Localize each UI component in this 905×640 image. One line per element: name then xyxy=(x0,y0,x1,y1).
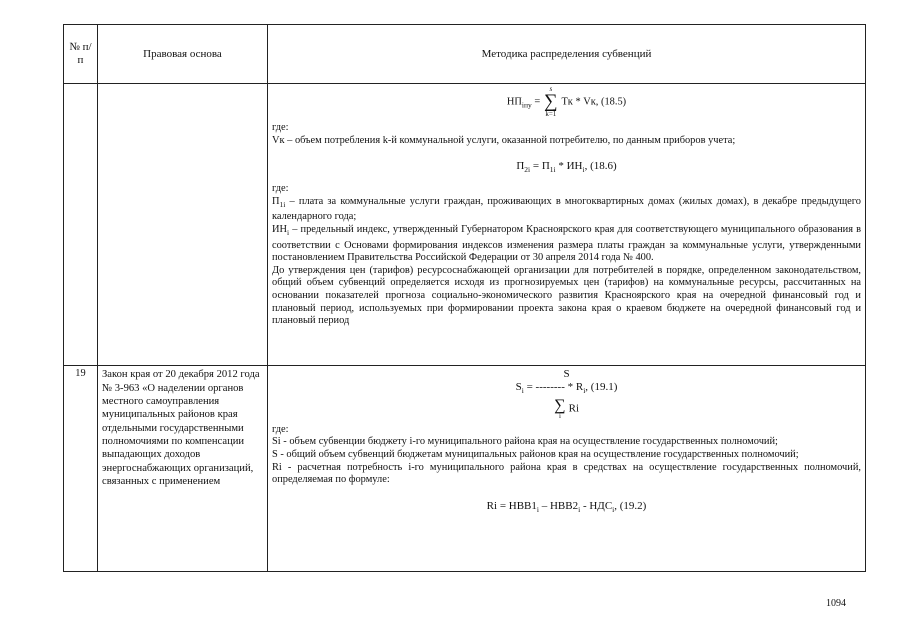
fraction-denominator xyxy=(272,398,861,420)
cell-number xyxy=(64,84,98,366)
formula-text: = П xyxy=(530,160,550,173)
sum-symbol xyxy=(554,398,566,420)
formula-sub: 1i xyxy=(549,165,556,175)
where-label: где: xyxy=(272,183,289,195)
formula-text: * ИН xyxy=(555,160,583,173)
formula-number: , (19.1) xyxy=(585,381,618,394)
symbol-sub: 1i xyxy=(279,199,286,209)
sigma-icon: ∑ xyxy=(544,91,558,113)
formula-text: П xyxy=(516,160,525,173)
header-number: № п/п xyxy=(64,25,98,84)
formula-sub: i xyxy=(578,505,581,514)
formula-18-6 xyxy=(272,160,861,177)
definition-s: S - общий объем субвенций бюджетам муниципальных районов края на осуществление государственных полномочий; xyxy=(272,449,799,461)
formula-line xyxy=(272,381,861,398)
sum-lower-limit: i xyxy=(558,411,561,420)
table-row xyxy=(64,366,866,572)
header-legal-basis: Правовая основа xyxy=(98,25,268,84)
definition-ri: Ri - расчетная потребность i-го муниципального района края в средствах на осуществление государственных полномочий, определяемая по формуле: xyxy=(272,461,861,486)
definition-text: – плата за коммунальные услуги граждан, проживающих в многоквартирных домах (жилых домах), в декабре предыдущего календарного года; xyxy=(272,195,861,223)
cell-legal-basis: Закон края от 20 декабря 2012 года № 3-963 «О наделении органов местного самоуправления муниципальных районов края отдельными государственными полномочиями по компенсации выпадающих доходов энергоснабжающих организаций, связанных с применением xyxy=(98,366,268,572)
definition-p1i xyxy=(272,196,861,224)
page-number: 1094 xyxy=(826,598,846,609)
formula-sub: i xyxy=(583,386,586,396)
formula-text: – НВВ2 xyxy=(538,499,579,512)
paragraph-until-approval: До утверждения цен (тарифов) ресурсоснабжающей организации для потребителей в порядке, определенном законодательством, общий объем субвенций определяется исходя из прогнозируемых цен (тарифов) на коммунальные ресурсы, рассчитанных на основании показателей прогноза социально-экономического развития Красноярского края на очередной финансовый год и плановый период, используемых при формировании проекта закона края о краевом бюджете на очередной финансовый год и плановый период xyxy=(272,264,861,327)
formula-text: Tк * Vк, xyxy=(561,96,599,108)
header-methodology: Методика распределения субвенций xyxy=(268,25,866,84)
formula-number: , (18.6) xyxy=(584,160,617,173)
definition-text: – предельный индекс, утвержденный Губернатором Красноярского края для соответствующего муниципального образования в соответствии с Основами формирования индексов изменения размера платы граждан за коммунальные услуги, утвержденными постановлением Правительства Российской Федерации от 30 апреля 2014 года № 400. xyxy=(272,223,861,264)
definition-vk: Vк – объем потребления k-й коммунальной услуги, оказанной потребителю, по данным приборов учета; xyxy=(272,134,736,146)
formula-18-5 xyxy=(272,86,861,122)
formula-text: НП xyxy=(506,96,522,108)
formula-sub: i xyxy=(521,386,524,396)
definition-ini xyxy=(272,224,861,265)
symbol-sub: i xyxy=(287,228,290,238)
where-label: где: xyxy=(272,423,289,435)
formula-text: = xyxy=(534,96,543,108)
formula-19-1 xyxy=(272,368,861,419)
formula-19-2 xyxy=(272,500,861,517)
formula-text: S xyxy=(515,381,522,394)
where-label: где: xyxy=(272,122,289,134)
subvention-methodology-table xyxy=(63,24,866,572)
formula-sub: iпу xyxy=(521,100,532,110)
formula-number: , (19.2) xyxy=(614,499,647,512)
formula-text: = -------- * R xyxy=(523,381,584,394)
definition-si: Si - объем субвенции бюджету i-го муниципального района края на осуществление государственных полномочий; xyxy=(272,436,778,448)
sum-lower-limit: k=1 xyxy=(545,110,557,119)
fraction-numerator: S xyxy=(563,368,570,381)
formula-sub: i xyxy=(612,505,615,514)
cell-number: 19 xyxy=(64,366,98,572)
cell-methodology xyxy=(268,366,866,572)
sum-symbol xyxy=(543,86,559,118)
cell-methodology xyxy=(268,84,866,366)
formula-sub: 2i xyxy=(524,165,531,175)
sum-upper-limit: s xyxy=(549,85,553,94)
sigma-icon: ∑ xyxy=(554,396,566,414)
symbol: П xyxy=(272,195,280,207)
table-header-row xyxy=(64,25,866,84)
formula-text: Ri xyxy=(568,402,580,415)
symbol: ИН xyxy=(272,223,288,235)
formula-number: (18.5) xyxy=(601,96,627,108)
formula-text: - НДС xyxy=(580,499,613,512)
table-row xyxy=(64,84,866,366)
formula-text: Ri = НВВ1 xyxy=(486,499,537,512)
cell-legal-basis xyxy=(98,84,268,366)
formula-sub: i xyxy=(582,165,585,175)
formula-sub: i xyxy=(536,505,539,514)
